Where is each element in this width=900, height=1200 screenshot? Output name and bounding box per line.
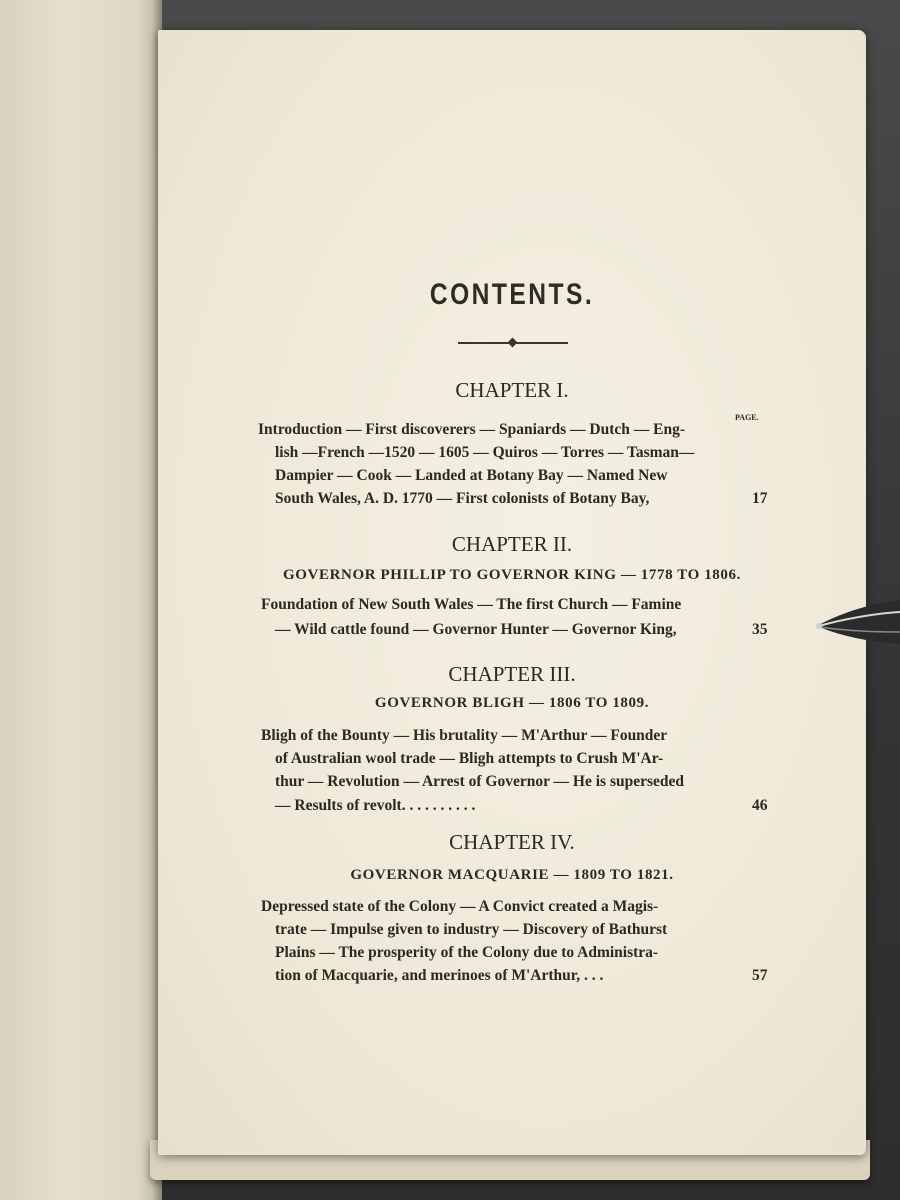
toc-line: trate — Impulse given to industry — Discovery of Bathurst <box>275 921 668 938</box>
chapter-heading-2: CHAPTER II. <box>451 532 573 556</box>
toc-line: — Results of revolt. . . . . . . . . . <box>275 797 476 814</box>
toc-line: lish —French —1520 — 1605 — Quiros — Torres — Tasman— <box>275 444 695 461</box>
toc-line: Bligh of the Bounty — His brutality — M'Arthur — Founder <box>261 727 668 744</box>
ribbon-bookmark <box>815 598 900 646</box>
chapter-subheading-3: GOVERNOR BLIGH — 1806 TO 1809. <box>374 695 650 711</box>
left-page <box>0 0 162 1200</box>
toc-line: thur — Revolution — Arrest of Governor — He is superseded <box>275 773 685 790</box>
book-page <box>158 30 866 1155</box>
toc-line: Dampier — Cook — Landed at Botany Bay — Named New <box>275 467 668 484</box>
toc-line: tion of Macquarie, and merinoes of M'Arthur, . . . <box>275 967 604 984</box>
toc-line: Introduction — First discoverers — Spaniards — Dutch — Eng- <box>258 421 685 438</box>
chapter-heading-1: CHAPTER I. <box>455 378 569 402</box>
page-column-label: PAGE. <box>735 413 759 422</box>
toc-line: — Wild cattle found — Governor Hunter — Governor King, <box>275 621 677 638</box>
chapter-heading-3: CHAPTER III. <box>448 662 576 686</box>
toc-line: Foundation of New South Wales — The first Church — Famine <box>261 596 682 613</box>
page-number: 17 <box>752 490 768 507</box>
page-number: 46 <box>752 797 768 814</box>
toc-line: Plains — The prosperity of the Colony due to Administra- <box>275 944 659 961</box>
toc-line: Depressed state of the Colony — A Convict created a Magis- <box>261 898 659 915</box>
page-number: 35 <box>752 621 768 638</box>
page-number: 57 <box>752 967 768 984</box>
title-rule-ornament <box>508 338 518 348</box>
chapter-heading-4: CHAPTER IV. <box>449 830 575 854</box>
toc-line: South Wales, A. D. 1770 — First colonists of Botany Bay, <box>275 490 650 507</box>
toc-line: of Australian wool trade — Bligh attempts to Crush M'Ar- <box>275 750 664 767</box>
chapter-subheading-4: GOVERNOR MACQUARIE — 1809 TO 1821. <box>350 867 674 883</box>
page-title: CONTENTS. <box>429 278 595 311</box>
chapter-subheading-2: GOVERNOR PHILLIP TO GOVERNOR KING — 1778 TO 1806. <box>283 567 741 583</box>
